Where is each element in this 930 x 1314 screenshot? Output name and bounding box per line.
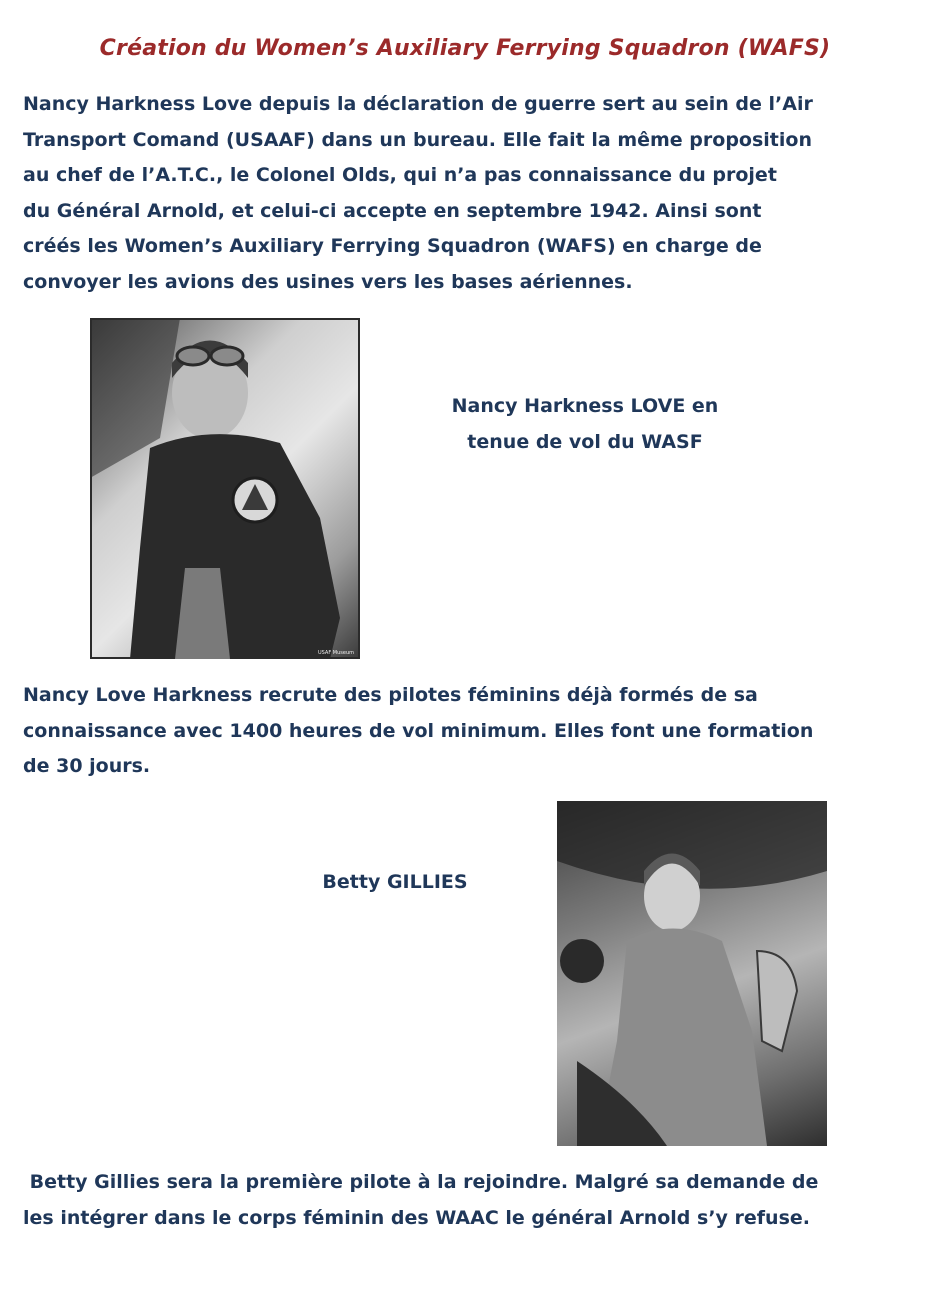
paragraph-line: les intégrer dans le corps féminin des WAAC le général Arnold s’y refuse. [23, 1206, 810, 1229]
nancy-love-photo [90, 318, 360, 659]
caption-line: Nancy Harkness LOVE en [451, 395, 719, 417]
betty-gillies-photo [557, 801, 827, 1146]
recruitment-paragraph [23, 678, 913, 785]
paragraph-line: créés les Women’s Auxiliary Ferrying Squadron (WAFS) en charge de [23, 235, 762, 257]
portrait-silhouette [557, 801, 827, 1146]
paragraph-line: de 30 jours. [23, 755, 151, 777]
intro-paragraph [23, 87, 913, 300]
portrait-silhouette [90, 318, 360, 659]
paragraph-line: Transport Comand (USAAF) dans un bureau. Elle fait la même proposition [23, 128, 812, 151]
paragraph-line: du Général Arnold, et celui-ci accepte en septembre 1942. Ainsi sont [23, 199, 762, 222]
nancy-love-caption [405, 388, 765, 460]
page-title: Création du Women’s Auxiliary Ferrying Squadron (WAFS) [99, 36, 831, 61]
caption-line: tenue de vol du WASF [467, 431, 703, 453]
betty-gillies-caption: Betty GILLIES [322, 871, 468, 893]
paragraph-line: au chef de l’A.T.C., le Colonel Olds, qui n’a pas connaissance du projet [23, 164, 777, 186]
betty-gillies-paragraph [23, 1165, 913, 1236]
paragraph-line: connaissance avec 1400 heures de vol minimum. Elles font une formation [23, 719, 814, 742]
photo-credit: USAF Museum [317, 650, 354, 656]
paragraph-line: Nancy Harkness Love depuis la déclaration de guerre sert au sein de l’Air [23, 93, 813, 115]
paragraph-line: convoyer les avions des usines vers les bases aériennes. [23, 270, 633, 293]
paragraph-line: Nancy Love Harkness recrute des pilotes féminins déjà formés de sa [23, 684, 758, 706]
paragraph-line: Betty Gillies sera la première pilote à la rejoindre. Malgré sa demande de [23, 1171, 819, 1193]
